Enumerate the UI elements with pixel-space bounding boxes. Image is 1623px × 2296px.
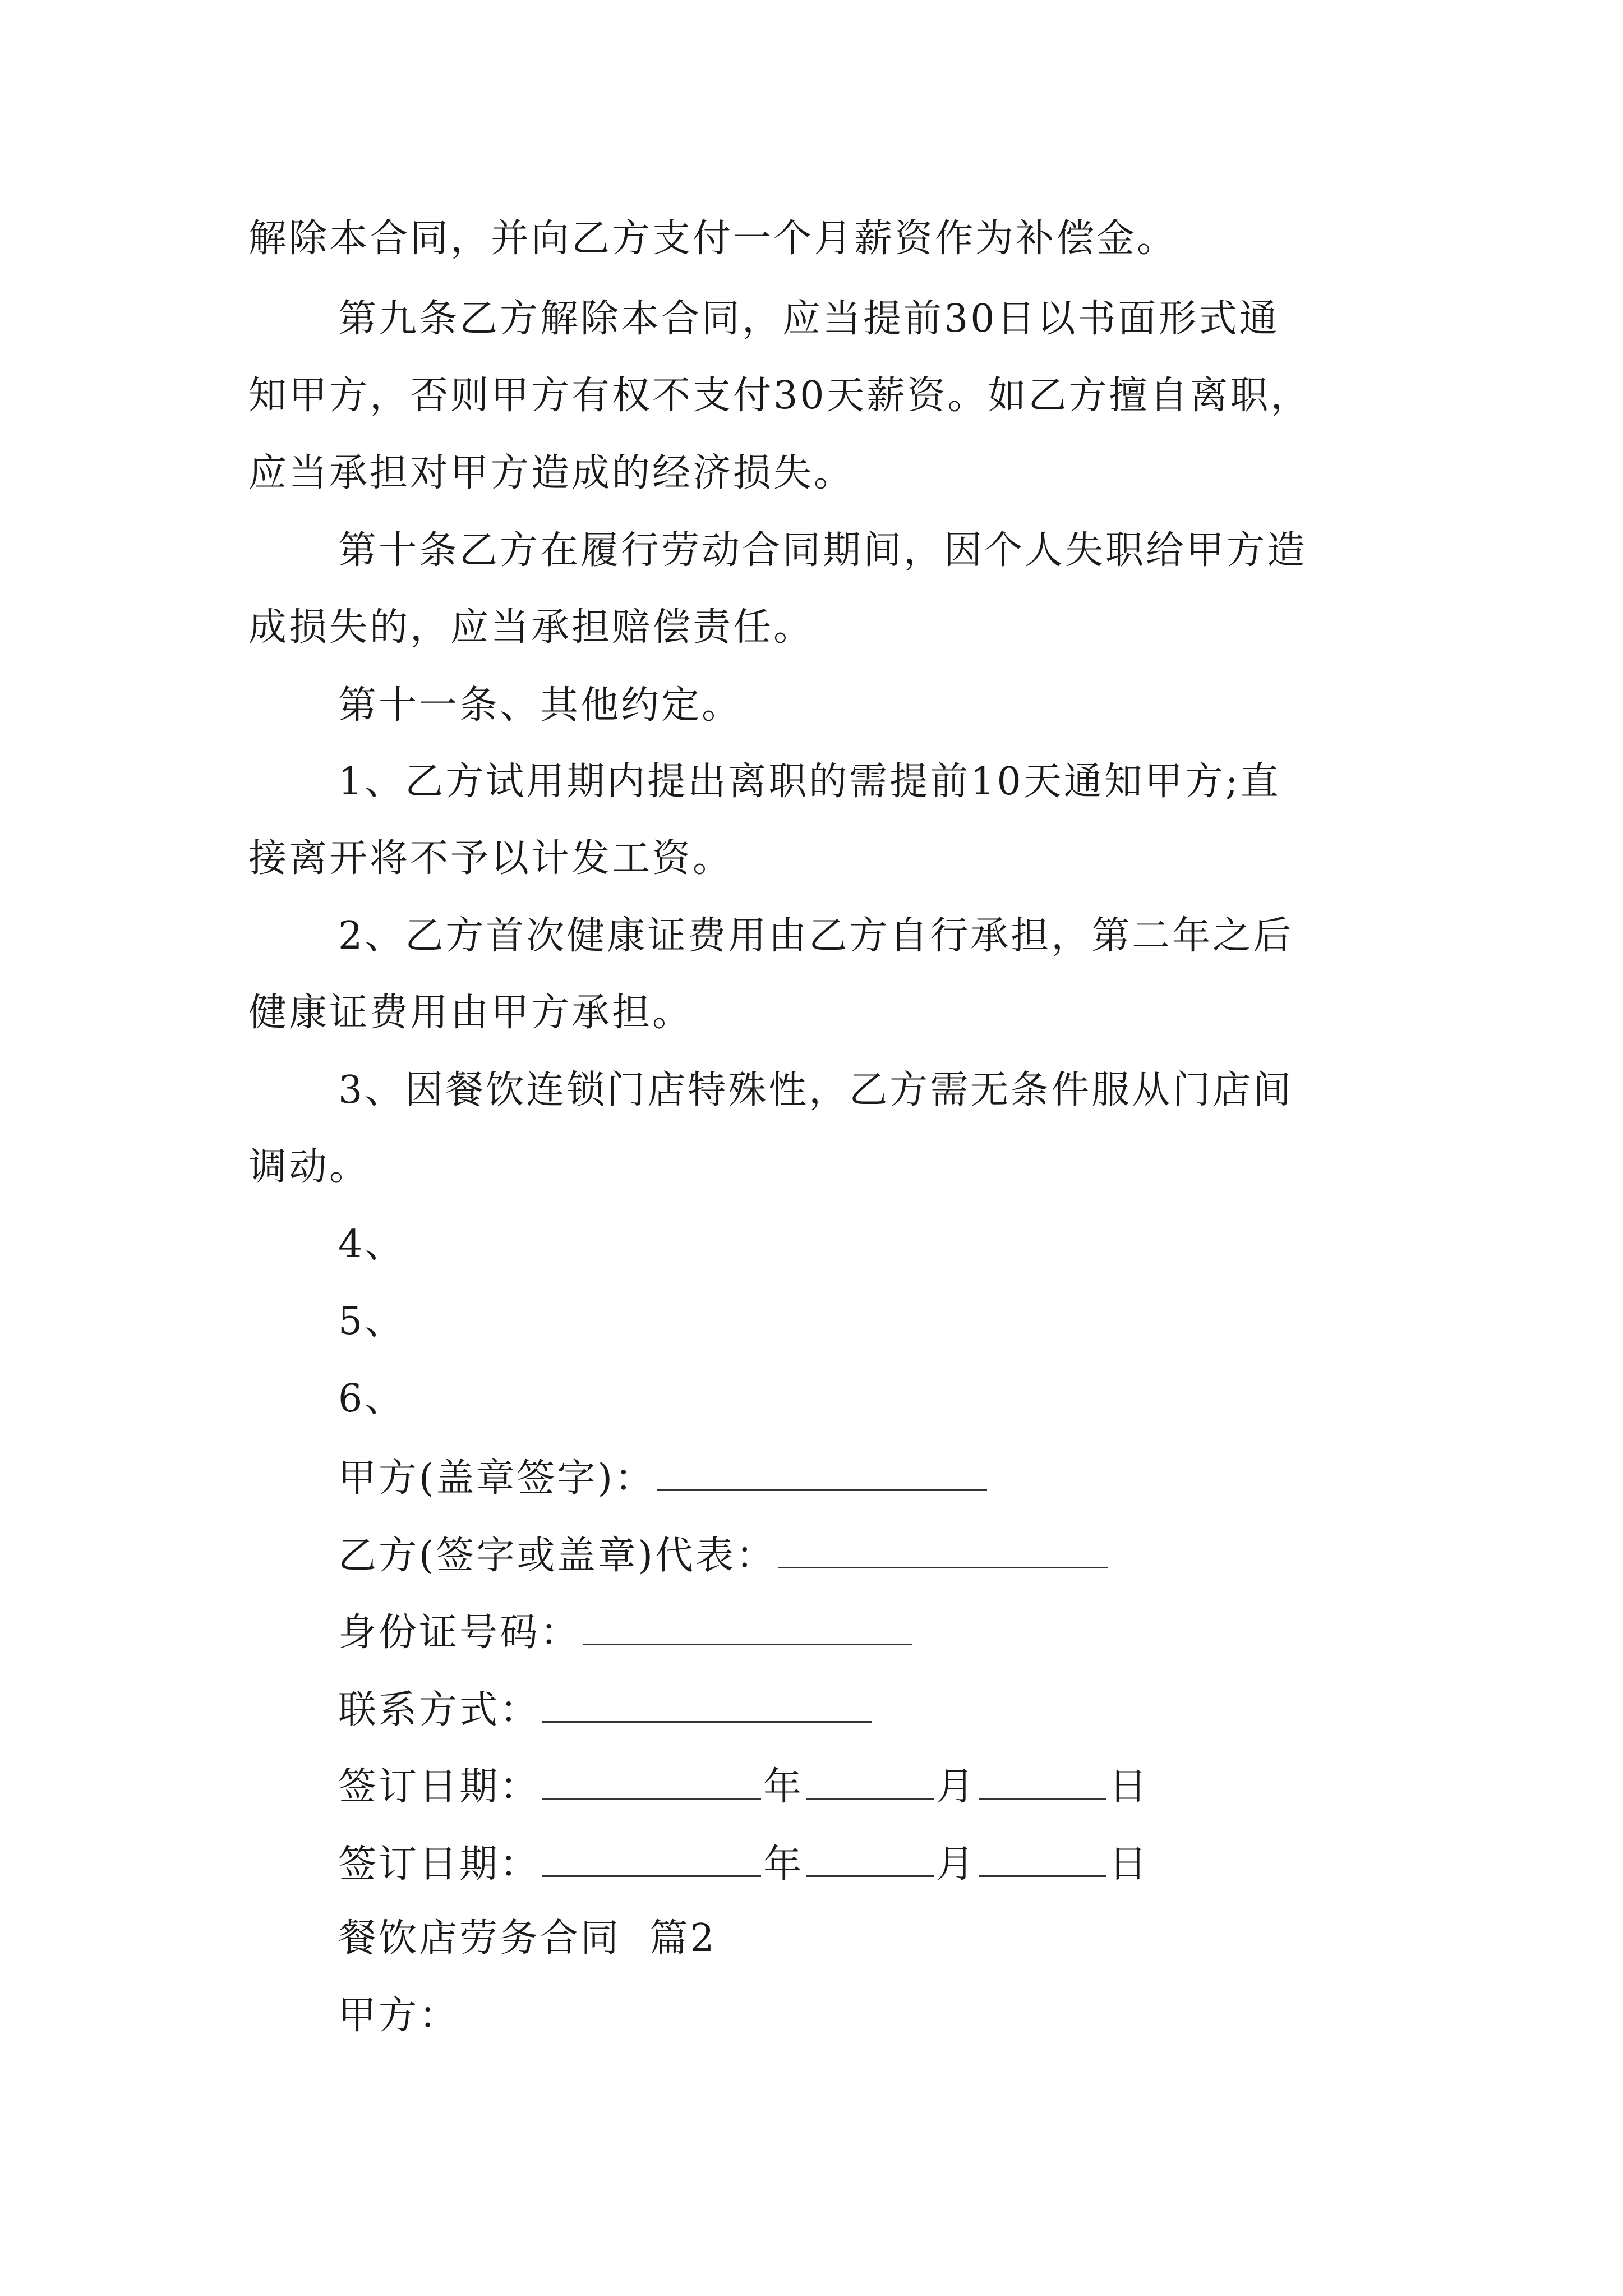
paragraph-line: 第十条乙方在履行劳动合同期间，因个人失职给甲方造 [338,528,1308,573]
year-blank [542,1765,761,1800]
sign-date-label: 签订日期： [338,1765,541,1809]
contact-label: 联系方式： [338,1688,541,1732]
list-item: 6、 [338,1377,405,1421]
paragraph-line: 成损失的，应当承担赔偿责任。 [248,605,814,650]
month-blank [806,1843,934,1877]
sign-date-label: 签订日期： [338,1842,541,1887]
party-b-signature-line [338,1534,1110,1578]
paragraph-line: 调动。 [248,1145,370,1189]
paragraph-line: 3、因餐饮连锁门店特殊性，乙方需无条件服从门店间 [338,1068,1294,1112]
month-label: 月 [936,1842,977,1887]
paragraph-line: 第十一条、其他约定。 [338,683,743,728]
month-label: 月 [936,1765,977,1809]
sign-date-line-2 [338,1842,1150,1887]
paragraph-line: 2、乙方首次健康证费用由乙方自行承担，第二年之后 [338,914,1294,958]
day-label: 日 [1109,1765,1150,1809]
party-a-heading: 甲方： [338,1994,460,2038]
party-b-label: 乙方(签字或盖章)代表： [338,1534,777,1578]
paragraph-line: 知甲方，否则甲方有权不支付30天薪资。如乙方擅自离职， [248,374,1311,418]
section-title: 餐饮店劳务合同 篇2 [338,1916,717,1961]
party-a-signature-line [338,1456,989,1501]
contact-line [338,1688,874,1732]
day-blank [979,1765,1106,1800]
paragraph-line: 应当承担对甲方造成的经济损失。 [248,451,855,495]
month-blank [806,1765,934,1800]
year-label: 年 [763,1842,804,1887]
contact-blank [542,1688,872,1723]
paragraph-line: 解除本合同，并向乙方支付一个月薪资作为补偿金。 [248,217,1178,261]
id-number-label: 身份证号码： [338,1611,581,1655]
list-item: 5、 [338,1299,405,1343]
day-label: 日 [1109,1842,1150,1887]
paragraph-line: 第九条乙方解除本合同，应当提前30日以书面形式通 [338,297,1280,341]
paragraph-line: 健康证费用由甲方承担。 [248,991,693,1035]
id-number-blank [583,1611,912,1645]
list-item: 4、 [338,1222,405,1267]
party-a-blank [657,1457,987,1491]
year-blank [542,1843,761,1877]
year-label: 年 [763,1765,804,1809]
paragraph-line: 接离开将不予以计发工资。 [248,836,734,881]
day-blank [979,1843,1106,1877]
id-number-line [338,1611,915,1655]
party-a-label: 甲方(盖章签字)： [338,1456,656,1501]
sign-date-line-1 [338,1765,1150,1809]
paragraph-line: 1、乙方试用期内提出离职的需提前10天通知甲方;直 [338,760,1281,804]
party-b-blank [778,1534,1108,1568]
